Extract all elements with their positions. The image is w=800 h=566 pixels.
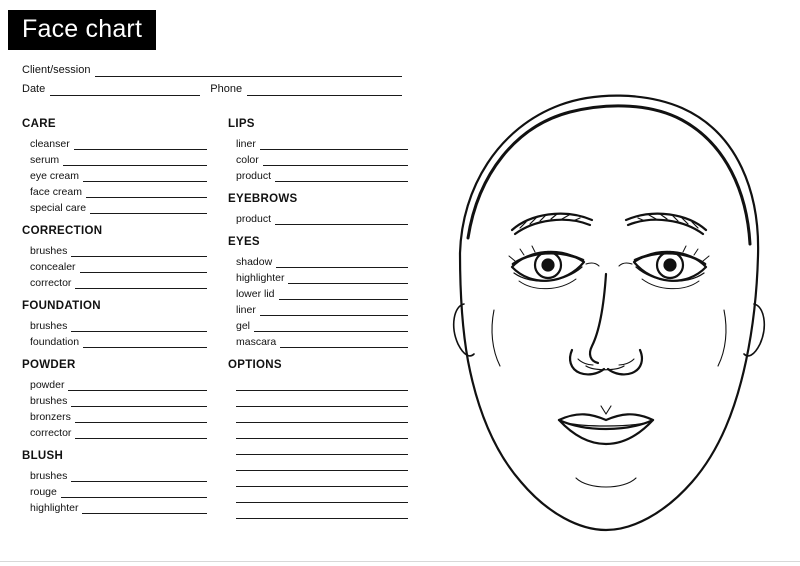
field-row <box>22 257 207 273</box>
blank-field-row <box>228 455 408 471</box>
field-row <box>228 209 408 225</box>
field-input[interactable] <box>260 139 408 150</box>
field-input[interactable] <box>276 257 408 268</box>
field-input[interactable] <box>260 305 408 316</box>
date-phone-row <box>22 77 402 96</box>
blank-field-input[interactable] <box>236 492 408 503</box>
field-input[interactable] <box>83 171 207 182</box>
field-input[interactable] <box>280 337 408 348</box>
field-label: color <box>236 154 259 166</box>
section-correction <box>22 225 207 289</box>
field-row <box>22 498 207 514</box>
field-label: liner <box>236 138 256 150</box>
field-input[interactable] <box>75 278 207 289</box>
field-label: foundation <box>30 336 80 348</box>
field-input[interactable] <box>63 155 207 166</box>
blank-field-input[interactable] <box>236 428 408 439</box>
field-input[interactable] <box>71 246 207 257</box>
field-row <box>22 375 207 391</box>
field-label: corrector <box>30 427 72 439</box>
blank-field-row <box>228 423 408 439</box>
field-row <box>228 284 408 300</box>
page-title-text: Face chart <box>22 15 143 43</box>
field-label: rouge <box>30 486 57 498</box>
blank-field-row <box>228 471 408 487</box>
field-input[interactable] <box>86 187 207 198</box>
field-label: highlighter <box>236 272 285 284</box>
field-input[interactable] <box>75 428 207 439</box>
field-label: product <box>236 170 272 182</box>
blank-field-input[interactable] <box>236 444 408 455</box>
blank-field-row <box>228 503 408 519</box>
field-input[interactable] <box>71 471 207 482</box>
field-label: corrector <box>30 277 72 289</box>
client-session-input[interactable] <box>95 65 402 77</box>
blank-field-input[interactable] <box>236 396 408 407</box>
section-title: FOUNDATION <box>22 300 101 312</box>
field-input[interactable] <box>83 337 207 348</box>
field-label: lower lid <box>236 288 275 300</box>
blank-field-row <box>228 439 408 455</box>
section-foundation <box>22 300 207 348</box>
field-row <box>22 466 207 482</box>
date-input[interactable] <box>50 84 200 96</box>
field-label: brushes <box>30 320 68 332</box>
field-row <box>22 198 207 214</box>
blank-field-input[interactable] <box>236 508 408 519</box>
field-label: brushes <box>30 470 68 482</box>
field-row <box>22 241 207 257</box>
section-blush <box>22 450 207 514</box>
field-label: gel <box>236 320 251 332</box>
field-row <box>22 407 207 423</box>
section-title: CARE <box>22 118 56 130</box>
section-title: LIPS <box>228 118 255 130</box>
section-title: POWDER <box>22 359 76 371</box>
section-title: EYEBROWS <box>228 193 298 205</box>
client-session-label: Client/session <box>22 64 91 76</box>
field-row <box>22 182 207 198</box>
field-label: cleanser <box>30 138 70 150</box>
blank-field-row <box>228 407 408 423</box>
field-row <box>228 166 408 182</box>
field-input[interactable] <box>80 262 207 273</box>
section-lips <box>228 118 408 182</box>
section-powder <box>22 359 207 439</box>
blank-field-row <box>228 375 408 391</box>
field-input[interactable] <box>82 503 207 514</box>
field-input[interactable] <box>263 155 408 166</box>
section-title: BLUSH <box>22 450 64 462</box>
blank-field-row <box>228 487 408 503</box>
field-input[interactable] <box>275 171 408 182</box>
field-row <box>228 268 408 284</box>
section-options <box>228 359 408 519</box>
date-label: Date <box>22 83 46 95</box>
woman-face-line-drawing <box>420 78 790 548</box>
field-row <box>228 300 408 316</box>
field-input[interactable] <box>61 487 207 498</box>
field-input[interactable] <box>68 380 207 391</box>
client-session-row <box>22 58 402 77</box>
section-eyebrows <box>228 193 408 225</box>
section-care <box>22 118 207 214</box>
field-label: serum <box>30 154 60 166</box>
field-label: liner <box>236 304 256 316</box>
blank-field-input[interactable] <box>236 380 408 391</box>
field-label: product <box>236 213 272 225</box>
field-input[interactable] <box>71 321 207 332</box>
field-row <box>22 423 207 439</box>
field-row <box>228 150 408 166</box>
left-column <box>22 118 207 525</box>
section-title: CORRECTION <box>22 225 103 237</box>
field-input[interactable] <box>254 321 408 332</box>
field-row <box>22 391 207 407</box>
field-label: powder <box>30 379 65 391</box>
field-label: mascara <box>236 336 277 348</box>
field-input[interactable] <box>275 214 408 225</box>
blank-field-row <box>228 391 408 407</box>
field-input[interactable] <box>279 289 408 300</box>
field-label: special care <box>30 202 87 214</box>
page-title <box>8 10 156 50</box>
blank-field-input[interactable] <box>236 460 408 471</box>
field-label: brushes <box>30 395 68 407</box>
phone-label: Phone <box>210 83 243 95</box>
field-input[interactable] <box>75 412 207 423</box>
header-fields <box>22 58 402 96</box>
field-row <box>22 150 207 166</box>
field-input[interactable] <box>90 203 207 214</box>
field-input[interactable] <box>71 396 207 407</box>
field-label: face cream <box>30 186 82 198</box>
phone-input[interactable] <box>247 84 402 96</box>
field-label: highlighter <box>30 502 79 514</box>
field-label: concealer <box>30 261 76 273</box>
field-row <box>22 273 207 289</box>
section-eyes <box>228 236 408 348</box>
right-column <box>228 118 408 530</box>
field-row <box>228 316 408 332</box>
field-label: eye cream <box>30 170 80 182</box>
field-row <box>22 134 207 150</box>
field-label: brushes <box>30 245 68 257</box>
field-input[interactable] <box>74 139 207 150</box>
field-input[interactable] <box>288 273 408 284</box>
field-row <box>22 332 207 348</box>
field-row <box>22 316 207 332</box>
blank-field-input[interactable] <box>236 412 408 423</box>
field-row <box>22 482 207 498</box>
page-bottom-divider <box>0 561 800 562</box>
field-row <box>228 332 408 348</box>
field-label: shadow <box>236 256 273 268</box>
field-row <box>228 252 408 268</box>
section-title: OPTIONS <box>228 359 282 371</box>
field-row <box>228 134 408 150</box>
field-label: bronzers <box>30 411 71 423</box>
blank-field-input[interactable] <box>236 476 408 487</box>
field-row <box>22 166 207 182</box>
section-title: EYES <box>228 236 260 248</box>
